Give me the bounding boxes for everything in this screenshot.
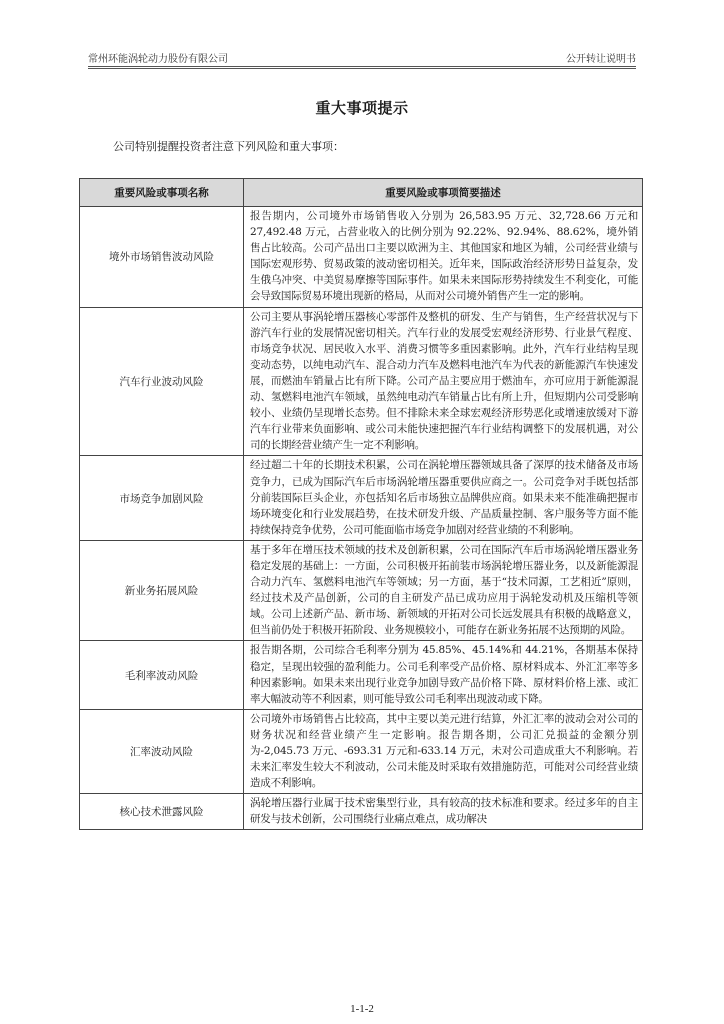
- table-row: [80, 794, 643, 830]
- intro-text: 公司特别提醒投资者注意下列风险和重大事项：: [113, 140, 344, 153]
- risk-description: 基于多年在增压技术领域的技术及创新积累，公司在国际汽车后市场涡轮增压器业务稳定发展的基础上：一方面，公司积极开拓前装市场涡轮增压器业务，以及新能源混合动力汽车、氢燃料电池汽车等领域；另一方面，基于“技术同源，工艺相近”原则，经过技术及产品创新，公司的自主研发产品已成功应用于涡轮发动机及压缩机等领域。公司上述新产品、新市场、新领域的开拓对公司长远发展具有积极的战略意义，但当前仍处于积极开拓阶段、业务规模较小，可能存在新业务拓展不达预期的风险。: [244, 540, 643, 641]
- risk-name: 汇率波动风险: [80, 709, 244, 793]
- risk-name: 核心技术泄露风险: [80, 794, 244, 830]
- risk-name: 汽车行业波动风险: [80, 307, 244, 456]
- table-row: [80, 709, 643, 793]
- table-row: [80, 456, 643, 540]
- column-header-risk-name: 重要风险或事项名称: [80, 179, 244, 207]
- risk-description: 报告期各期，公司综合毛利率分别为 45.85%、45.14%和 44.21%，各期基本保持稳定，呈现出较强的盈利能力。公司毛利率受产品价格、原材料成本、外汇汇率等多种因素影响。如果未来出现行业竞争加剧导致产品价格下降、原材料价格上涨、或汇率大幅波动等不利因素，则可能导致公司毛利率出现波动或下降。: [244, 641, 643, 709]
- header-rule-double: [88, 68, 636, 69]
- table-row: [80, 540, 643, 641]
- page-header: [88, 50, 636, 65]
- risk-description: 报告期内，公司境外市场销售收入分别为 26,583.95 万元、32,728.66 万元和 27,492.48 万元，占营业收入的比例分别为 92.22%、92.94%、88.62%，境外销售占比较高。公司产品出口主要以欧洲为主、其他国家和地区为辅，公司经营业绩与国际宏观形势、贸易政策的波动密切相关。近年来，国际政治经济形势日益复杂，发生俄乌冲突、中美贸易摩擦等国际事件。如果未来国际形势持续发生不利变化，可能会导致国际贸易环境出现新的格局，从而对公司境外销售产生一定的影响。: [244, 207, 643, 308]
- table-row: [80, 641, 643, 709]
- table-header-row: [80, 179, 643, 207]
- risk-name: 市场竞争加剧风险: [80, 456, 244, 540]
- page-title: 重大事项提示: [315, 99, 409, 117]
- risk-description: 涡轮增压器行业属于技术密集型行业，具有较高的技术标准和要求。经过多年的自主研发与技术创新，公司围绕行业痛点难点，成功解决: [244, 794, 643, 830]
- header-company: 常州环能涡轮动力股份有限公司: [88, 54, 228, 65]
- risk-description: 经过超二十年的长期技术积累，公司在涡轮增压器领域具备了深厚的技术储备及市场竞争力，已成为国际汽车后市场涡轮增压器重要供应商之一。公司竞争对手既包括部分前装国际巨头企业，亦包括知名后市场独立品牌供应商。如果未来不能准确把握市场环境变化和行业发展趋势，在技术研发升级、产品质量控制、客户服务等方面不能持续保持竞争优势，公司可能面临市场竞争加剧对经营业绩的不利影响。: [244, 456, 643, 540]
- header-rule: [88, 66, 636, 67]
- risk-table: [79, 178, 643, 830]
- risk-name: 毛利率波动风险: [80, 641, 244, 709]
- risk-description: 公司境外市场销售占比较高，其中主要以美元进行结算，外汇汇率的波动会对公司的财务状况和经营业绩产生一定影响。报告期各期，公司汇兑损益的金额分别为-2,045.73 万元、-693.31 万元和-633.14 万元，未对公司造成重大不利影响。若未来汇率发生较大不利波动，公司未能及时采取有效措施防范，可能对公司经营业绩造成不利影响。: [244, 709, 643, 793]
- table-row: [80, 307, 643, 456]
- header-document-type: 公开转让说明书: [566, 54, 636, 65]
- risk-description: 公司主要从事涡轮增压器核心零部件及整机的研发、生产与销售，生产经营状况与下游汽车行业的发展情况密切相关。汽车行业的发展受宏观经济形势、行业景气程度、市场竞争状况、居民收入水平、消费习惯等多重因素影响。此外，汽车行业结构呈现变动态势，以纯电动汽车、混合动力汽车及燃料电池汽车为代表的新能源汽车快速发展，而燃油车销量占比有所下降。公司产品主要应用于燃油车，亦可应用于新能源混动、氢燃料电池汽车领域，虽然纯电动汽车销量占比有所上升，但短期内公司受影响较小、业绩仍呈现增长态势。但不排除未来全球宏观经济形势恶化或增速放缓对下游汽车行业带来负面影响、或公司未能快速把握汽车行业结构调整下的发展机遇，对公司的长期经营业绩产生一定不利影响。: [244, 307, 643, 456]
- risk-name: 新业务拓展风险: [80, 540, 244, 641]
- column-header-risk-description: 重要风险或事项简要描述: [244, 179, 643, 207]
- table-row: [80, 207, 643, 308]
- risk-name: 境外市场销售波动风险: [80, 207, 244, 308]
- page-number: 1-1-2: [350, 1003, 374, 1015]
